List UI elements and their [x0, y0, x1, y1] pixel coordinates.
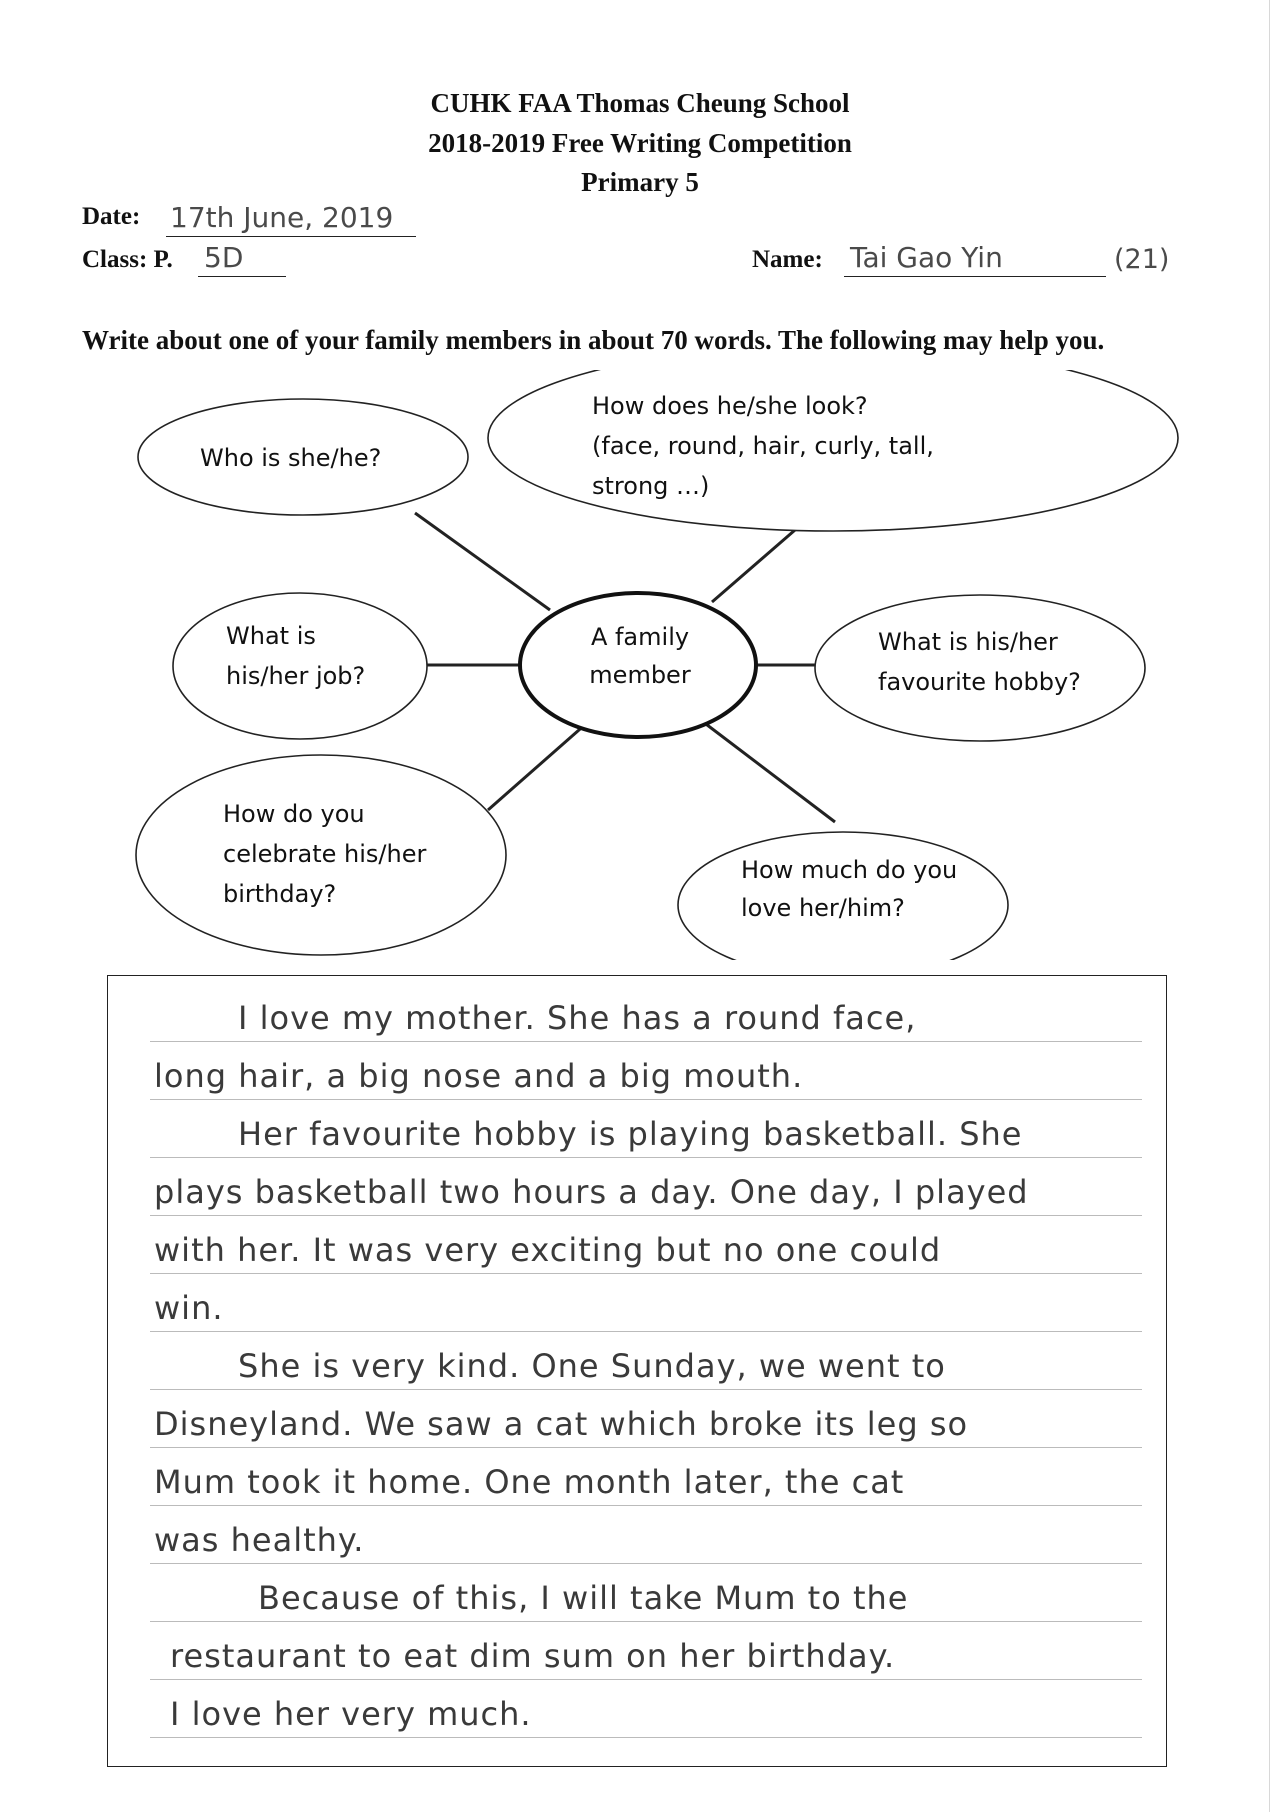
- job-line-2: his/her job?: [226, 662, 366, 690]
- essay-line: plays basketball two hours a day. One day, I played: [150, 1157, 1142, 1216]
- student-number: (21): [1114, 244, 1170, 275]
- essay-line: Mum took it home. One month later, the cat: [150, 1447, 1142, 1506]
- essay-line: win.: [150, 1273, 1142, 1332]
- love-line-2: love her/him?: [741, 894, 905, 922]
- essay-line: restaurant to eat dim sum on her birthday.: [150, 1621, 1142, 1680]
- date-field: [166, 196, 416, 237]
- center-line-2: member: [589, 661, 691, 689]
- essay-line: I love her very much.: [150, 1679, 1142, 1738]
- center-line-1: A family: [590, 623, 690, 651]
- essay-line: Her favourite hobby is playing basketball. She: [150, 1099, 1142, 1158]
- birthday-line-3: birthday?: [223, 880, 337, 908]
- hobby-line-2: favourite hobby?: [878, 668, 1081, 696]
- essay-line: Disneyland. We saw a cat which broke its leg so: [150, 1389, 1142, 1448]
- writing-prompt: Write about one of your family members in about 70 words. The following may help you.: [82, 325, 1105, 355]
- who-line-1: Who is she/he?: [200, 444, 382, 472]
- essay-line: with her. It was very exciting but no one could: [150, 1215, 1142, 1274]
- level-title: Primary 5: [581, 167, 699, 197]
- love-line-1: How much do you: [741, 856, 958, 884]
- class-value: 5D: [204, 241, 244, 274]
- hobby-line-1: What is his/her: [878, 628, 1058, 656]
- look-line-2: (face, round, hair, curly, tall,: [592, 432, 934, 460]
- connector-who: [415, 513, 550, 610]
- mind-map: [0, 370, 1280, 960]
- competition-title: 2018-2019 Free Writing Competition: [428, 128, 852, 158]
- connector-love: [694, 715, 835, 822]
- job-line-1: What is: [226, 622, 316, 650]
- name-label: Name:: [752, 246, 823, 273]
- name-field: [844, 238, 1106, 277]
- essay-line: I love my mother. She has a round face,: [150, 983, 1142, 1042]
- connector-look: [712, 530, 795, 602]
- class-label: Class: P.: [82, 246, 173, 273]
- essay-box: [107, 975, 1167, 1767]
- look-line-3: strong …): [592, 472, 710, 500]
- date-value: 17th June, 2019: [170, 201, 394, 234]
- essay-line: She is very kind. One Sunday, we went to: [150, 1331, 1142, 1390]
- name-value: Tai Gao Yin: [850, 241, 1003, 274]
- school-name: CUHK FAA Thomas Cheung School: [430, 88, 850, 118]
- essay-line: Because of this, I will take Mum to the: [150, 1563, 1142, 1622]
- birthday-line-2: celebrate his/her: [223, 840, 427, 868]
- birthday-line-1: How do you: [223, 800, 365, 828]
- date-label: Date:: [82, 203, 141, 230]
- class-field: [198, 240, 286, 277]
- essay-line: was healthy.: [150, 1505, 1142, 1564]
- essay-line: long hair, a big nose and a big mouth.: [150, 1041, 1142, 1100]
- look-line-1: How does he/she look?: [592, 392, 868, 420]
